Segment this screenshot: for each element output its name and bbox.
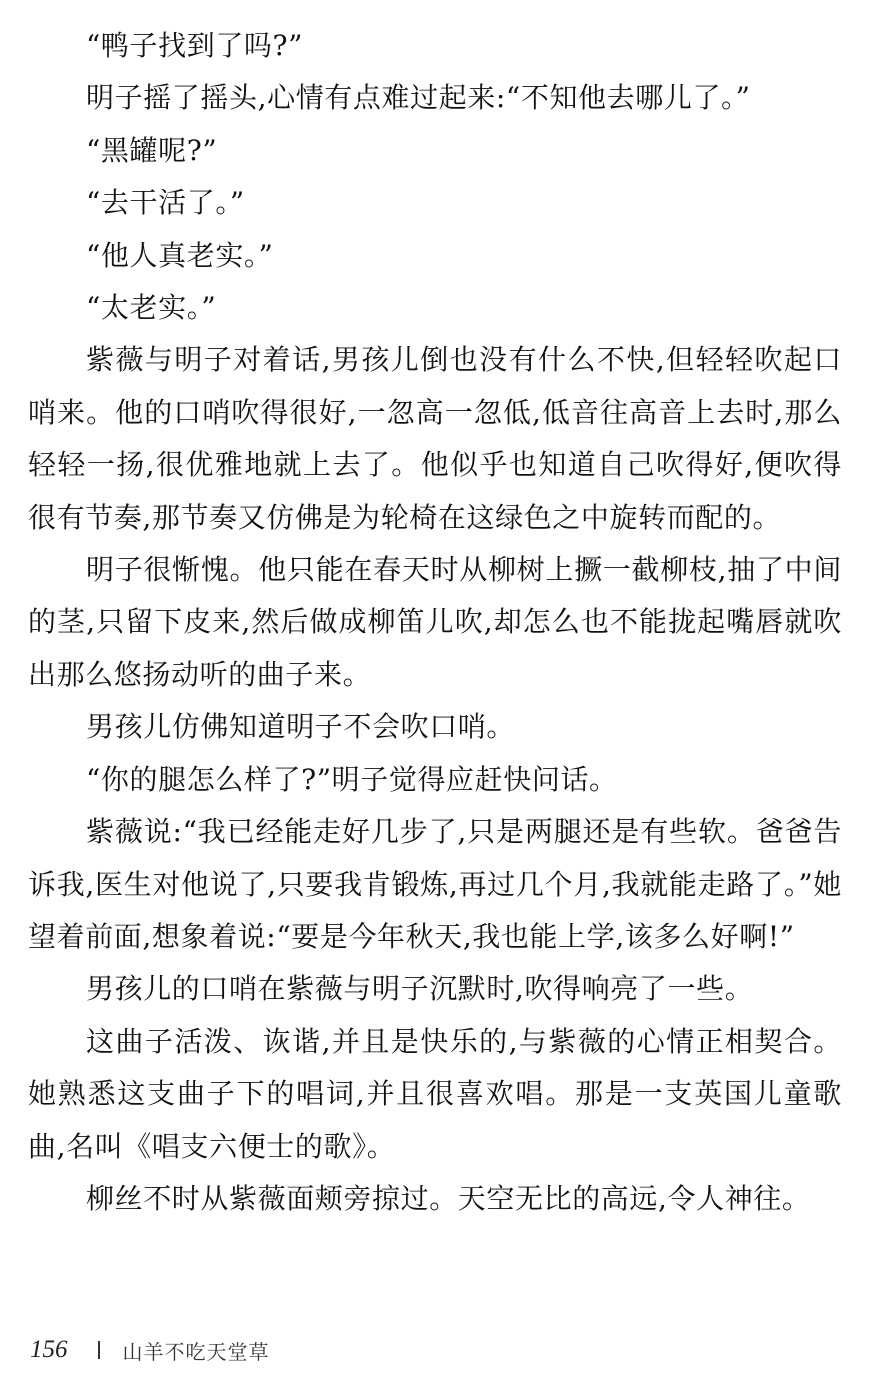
paragraph: 男孩儿仿佛知道明子不会吹口哨。 [86, 710, 516, 744]
paragraph: 紫薇与明子对着话,男孩儿倒也没有什么不快,但轻轻吹起口哨来。他的口哨吹得很好,一忽高一忽低,低音往高音上去时,那么轻轻一扬,很优雅地就上去了。他似乎也知道自己吹得好,便吹得很有节奏,那节奏又仿佛是为轮椅在这绿色之中旋转而配的。 [28, 343, 842, 534]
paragraph: “太老实。” [86, 291, 217, 325]
footer-divider [98, 1341, 100, 1359]
paragraph: 这曲子活泼、诙谐,并且是快乐的,与紫薇的心情正相契合。她熟悉这支曲子下的唱词,并且很喜欢唱。那是一支英国儿童歌曲,名叫《唱支六便士的歌》。 [28, 1024, 842, 1163]
page-number: 156 [30, 1336, 68, 1363]
paragraph: “你的腿怎么样了?”明子觉得应赶快问话。 [86, 762, 618, 796]
book-title: 山羊不吃天堂草 [122, 1339, 270, 1364]
paragraph: 柳丝不时从紫薇面颊旁掠过。天空无比的高远,令人神往。 [86, 1181, 811, 1215]
paragraph: 男孩儿的口哨在紫薇与明子沉默时,吹得响亮了一些。 [86, 972, 754, 1006]
paragraph: 紫薇说:“我已经能走好几步了,只是两腿还是有些软。爸爸告诉我,医生对他说了,只要我肯锻炼,再过几个月,我就能走路了。”她望着前面,想象着说:“要是今年秋天,我也能上学,该多么好啊!” [28, 815, 842, 953]
paragraph: “鸭子找到了吗?” [86, 29, 304, 62]
page-body [28, 20, 842, 1225]
paragraph: “黑罐呢?” [86, 133, 218, 167]
page-footer [30, 1333, 270, 1367]
paragraph: “他人真老实。” [86, 238, 274, 272]
paragraph: 明子很惭愧。他只能在春天时从柳树上撅一截柳枝,抽了中间的茎,只留下皮来,然后做成柳笛儿吹,却怎么也不能拢起嘴唇就吹出那么悠扬动听的曲子来。 [28, 553, 842, 691]
paragraph: “去干活了。” [86, 186, 245, 220]
paragraph: 明子摇了摇头,心情有点难过起来:“不知他去哪儿了。” [86, 81, 751, 115]
